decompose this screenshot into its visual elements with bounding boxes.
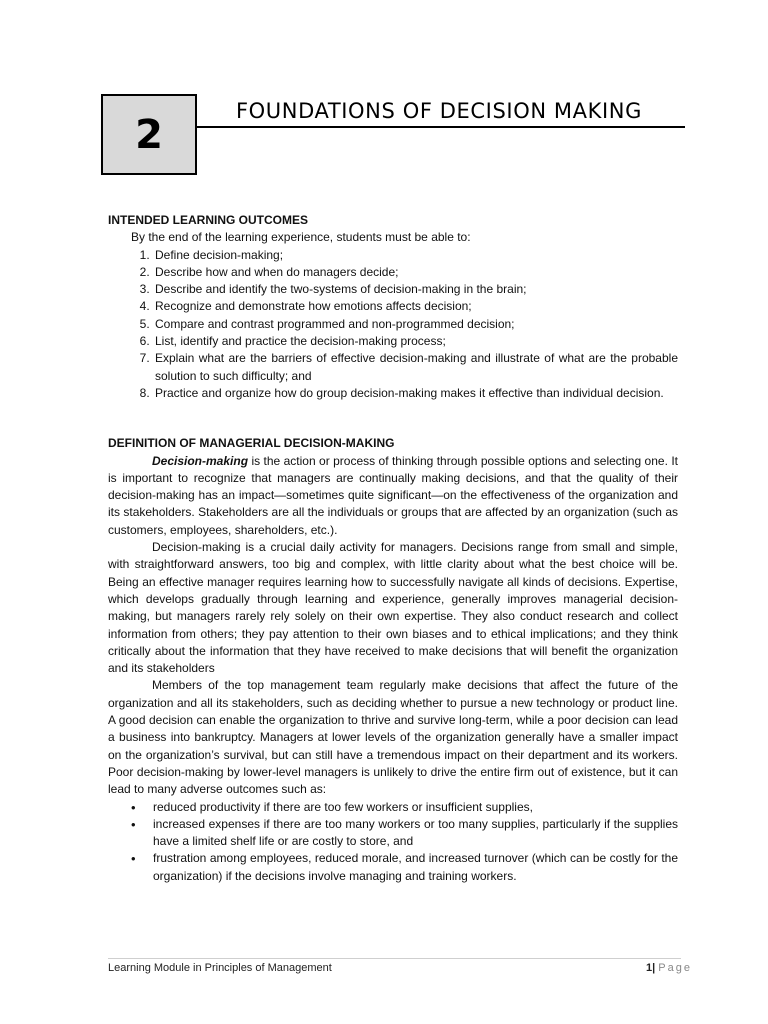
section-spacer xyxy=(108,402,678,435)
learning-outcomes-intro: By the end of the learning experience, students must be able to: xyxy=(131,230,471,245)
page-label: Page xyxy=(658,962,692,974)
list-item: 7. Explain what are the barriers of effective decision-making and illustrate of what are the probable solution to such difficulty; and xyxy=(153,350,678,385)
list-item: 2. Describe how and when do managers decide; xyxy=(153,264,678,281)
definition-paragraph-3: Members of the top management team regularly make decisions that affect the future of the organization and all its stakeholders, such as deciding whether to pursue a new technology or product line. A good decision can enable the organization to thrive and survive long-term, while a poor decision can lead a business into bankruptcy. Managers at lower levels of the organization generally have a smaller impact on the organization’s survival, but can still have a tremendous impact on their department and its workers. Poor decision-making by lower-level managers is unlikely to drive the entire firm out of existence, but it can lead to many adverse outcomes such as: xyxy=(108,678,678,797)
definition-paragraph-2: Decision-making is a crucial daily activity for managers. Decisions range from small and simple, with straightforward answers, too big and complex, with little clarity about what the best choice will be. Being an effective manager requires learning how to successfully navigate all kinds of decisions. Expertise, which develops gradually through learning and experience, generally improves managerial decision-making, but managers rarely rely solely on their own expertise. They also conduct research and collect information from others; they pay attention to their own biases and to ethical implications; and they think critically about the information that they have received to make decisions that will benefit the organization and its stakeholders xyxy=(108,540,678,676)
chapter-number-box xyxy=(101,94,197,175)
definition-heading: DEFINITION OF MANAGERIAL DECISION-MAKING xyxy=(108,436,395,451)
outcomes-bullet-list xyxy=(108,799,678,885)
list-item: • increased expenses if there are too many workers or too many supplies, particularly if the supplies have a limited shelf life or are costly to store, and xyxy=(153,816,678,851)
list-item: 5. Compare and contrast programmed and non-programmed decision; xyxy=(153,316,678,333)
page-content xyxy=(108,212,678,885)
defined-term: Decision-making xyxy=(152,453,249,468)
learning-outcomes-list xyxy=(108,247,678,403)
list-item: 4. Recognize and demonstrate how emotions affects decision; xyxy=(153,298,678,315)
chapter-number: 2 xyxy=(135,111,163,158)
definition-paragraph-1-text: is the action or process of thinking through possible options and selecting one. It is important to recognize that managers are continually making decisions, and that the quality of their decision-making has an impact—sometimes quite significant—on the effectiveness of the organization and its stakeholders. Stakeholders are all the individuals or groups that are affected by an organization (such as customers, employees, shareholders, etc.). xyxy=(108,453,678,537)
definition-paragraph-1 xyxy=(108,453,678,539)
list-item: 6. List, identify and practice the decision-making process; xyxy=(153,333,678,350)
chapter-title: FOUNDATIONS OF DECISION MAKING xyxy=(236,99,642,123)
footer-module-name: Learning Module in Principles of Management xyxy=(108,962,332,974)
list-item: • frustration among employees, reduced morale, and increased turnover (which can be costly for the organization) if the decisions involve managing and training workers. xyxy=(153,850,678,885)
learning-outcomes-heading: INTENDED LEARNING OUTCOMES xyxy=(108,213,309,227)
title-rule xyxy=(197,126,685,128)
footer-page-indicator xyxy=(646,962,692,974)
list-item: 3. Describe and identify the two-systems of decision-making in the brain; xyxy=(153,281,678,298)
page-separator: | xyxy=(652,962,656,974)
list-item: 8. Practice and organize how do group decision-making makes it effective than individual decision. xyxy=(153,385,678,402)
footer-rule xyxy=(108,958,681,959)
list-item: 1. Define decision-making; xyxy=(153,247,678,264)
list-item: • reduced productivity if there are too few workers or insufficient supplies, xyxy=(153,799,678,816)
page-number: 1 xyxy=(646,962,653,974)
